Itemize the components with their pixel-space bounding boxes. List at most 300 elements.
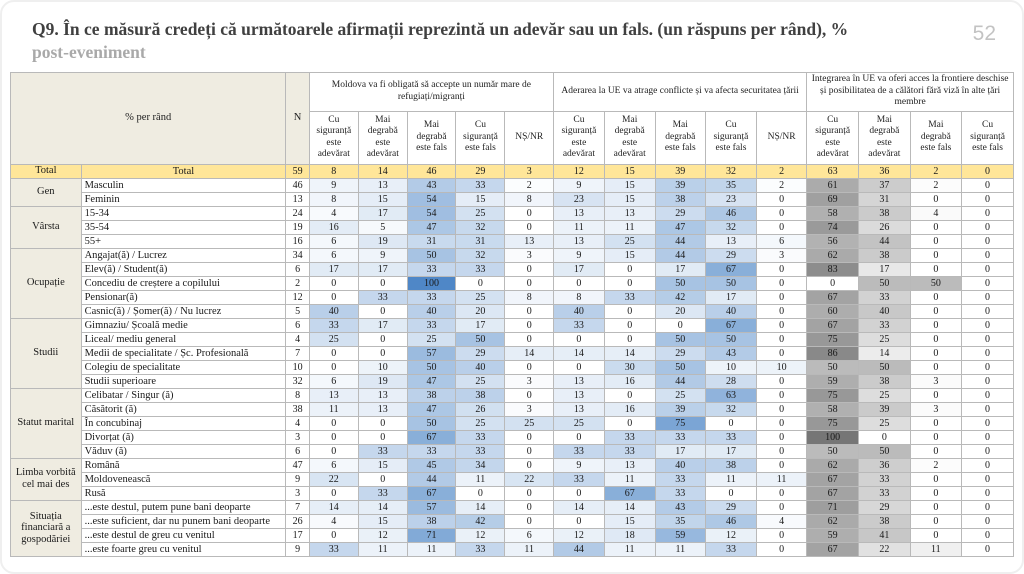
value-cell: 6 <box>756 234 806 248</box>
value-cell: 34 <box>456 458 505 472</box>
value-cell: 0 <box>358 472 407 486</box>
value-cell: 28 <box>706 374 757 388</box>
column-group-header: Aderarea la UE va atrage conflicte și va afecta securitatea țării <box>553 72 806 111</box>
value-cell: 0 <box>910 416 961 430</box>
value-cell: 25 <box>407 332 456 346</box>
value-cell: 47 <box>407 402 456 416</box>
row-label-cell: Rusă <box>81 486 286 500</box>
value-cell: 8 <box>309 164 358 178</box>
value-cell: 15 <box>358 192 407 206</box>
n-cell: 17 <box>286 528 309 542</box>
row-label-cell: Liceal/ mediu general <box>81 332 286 346</box>
value-cell: 0 <box>910 360 961 374</box>
n-cell: 8 <box>286 388 309 402</box>
value-cell: 11 <box>553 220 604 234</box>
value-cell: 0 <box>505 500 553 514</box>
value-cell: 10 <box>358 360 407 374</box>
value-cell: 100 <box>807 430 859 444</box>
value-cell: 0 <box>706 486 757 500</box>
value-cell: 14 <box>456 500 505 514</box>
value-cell: 0 <box>756 290 806 304</box>
value-cell: 0 <box>706 416 757 430</box>
value-cell: 0 <box>309 276 358 290</box>
value-cell: 11 <box>910 542 961 556</box>
value-cell: 29 <box>655 206 705 220</box>
value-cell: 38 <box>655 192 705 206</box>
value-cell: 9 <box>553 178 604 192</box>
value-cell: 2 <box>505 178 553 192</box>
n-cell: 19 <box>286 220 309 234</box>
value-cell: 40 <box>859 304 911 318</box>
value-cell: 44 <box>407 472 456 486</box>
value-cell: 38 <box>859 206 911 220</box>
row-label-cell: Elev(ă) / Student(ă) <box>81 262 286 276</box>
row-label-cell: În concubinaj <box>81 416 286 430</box>
value-cell: 83 <box>807 262 859 276</box>
value-cell: 41 <box>859 528 911 542</box>
value-cell: 44 <box>859 234 911 248</box>
value-cell: 38 <box>407 514 456 528</box>
value-cell: 14 <box>358 164 407 178</box>
row-label-cell: 35-54 <box>81 220 286 234</box>
table-row <box>11 472 1014 486</box>
value-cell: 33 <box>309 542 358 556</box>
value-cell: 0 <box>309 360 358 374</box>
header-group-row <box>11 72 1014 111</box>
value-cell: 12 <box>553 528 604 542</box>
value-cell: 0 <box>910 262 961 276</box>
value-cell: 0 <box>309 430 358 444</box>
value-cell: 13 <box>604 458 655 472</box>
n-cell: 38 <box>286 402 309 416</box>
value-cell: 0 <box>604 332 655 346</box>
value-cell: 33 <box>456 178 505 192</box>
value-cell: 74 <box>807 220 859 234</box>
value-cell: 13 <box>553 206 604 220</box>
value-cell: 0 <box>505 388 553 402</box>
value-cell: 57 <box>407 500 456 514</box>
value-cell: 29 <box>706 248 757 262</box>
value-cell: 0 <box>910 514 961 528</box>
value-cell: 2 <box>910 178 961 192</box>
table-row <box>11 360 1014 374</box>
n-cell: 7 <box>286 500 309 514</box>
value-cell: 35 <box>706 178 757 192</box>
value-cell: 13 <box>358 388 407 402</box>
value-cell: 0 <box>553 332 604 346</box>
value-cell: 15 <box>358 458 407 472</box>
value-cell: 50 <box>910 276 961 290</box>
value-cell: 38 <box>706 458 757 472</box>
column-subheader: NȘ/NR <box>756 111 806 164</box>
value-cell: 25 <box>505 416 553 430</box>
value-cell: 0 <box>604 416 655 430</box>
value-cell: 0 <box>756 486 806 500</box>
value-cell: 29 <box>706 500 757 514</box>
value-cell: 0 <box>756 192 806 206</box>
row-label-cell: ...este destul, putem pune bani deoparte <box>81 500 286 514</box>
row-label-cell: Căsătorit (ă) <box>81 402 286 416</box>
value-cell: 3 <box>756 248 806 262</box>
value-cell: 25 <box>604 234 655 248</box>
group-label-cell: Situația financiară a gospodăriei <box>11 500 82 556</box>
table-row <box>11 290 1014 304</box>
value-cell: 0 <box>962 192 1014 206</box>
value-cell: 0 <box>962 178 1014 192</box>
value-cell: 14 <box>604 346 655 360</box>
value-cell: 40 <box>456 360 505 374</box>
value-cell: 50 <box>655 360 705 374</box>
value-cell: 0 <box>505 430 553 444</box>
value-cell: 0 <box>505 514 553 528</box>
n-cell: 32 <box>286 374 309 388</box>
value-cell: 33 <box>604 290 655 304</box>
n-cell: 3 <box>286 486 309 500</box>
n-cell: 6 <box>286 444 309 458</box>
n-cell: 2 <box>286 276 309 290</box>
column-subheader: Mai degrabă este fals <box>910 111 961 164</box>
value-cell: 0 <box>309 444 358 458</box>
value-cell: 0 <box>962 514 1014 528</box>
value-cell: 0 <box>756 220 806 234</box>
value-cell: 3 <box>505 402 553 416</box>
column-subheader: Mai degrabă este fals <box>407 111 456 164</box>
n-cell: 4 <box>286 416 309 430</box>
value-cell: 0 <box>604 276 655 290</box>
value-cell: 0 <box>910 248 961 262</box>
value-cell: 15 <box>456 192 505 206</box>
value-cell: 75 <box>807 416 859 430</box>
row-label-cell: Casnic(ă) / Șomer(ă) / Nu lucrez <box>81 304 286 318</box>
value-cell: 67 <box>807 318 859 332</box>
row-label-cell: Pensionar(ă) <box>81 290 286 304</box>
value-cell: 43 <box>706 346 757 360</box>
value-cell: 17 <box>456 318 505 332</box>
value-cell: 13 <box>706 234 757 248</box>
value-cell: 4 <box>910 206 961 220</box>
value-cell: 17 <box>859 262 911 276</box>
value-cell: 59 <box>807 528 859 542</box>
group-label-cell: Limba vorbită cel mai des <box>11 458 82 500</box>
value-cell: 11 <box>604 472 655 486</box>
value-cell: 17 <box>358 318 407 332</box>
n-cell: 47 <box>286 458 309 472</box>
value-cell: 0 <box>309 346 358 360</box>
value-cell: 10 <box>706 360 757 374</box>
row-label-cell: ...este suficient, dar nu punem bani deoparte <box>81 514 286 528</box>
value-cell: 50 <box>655 276 705 290</box>
group-label-cell: Studii <box>11 318 82 388</box>
value-cell: 0 <box>505 458 553 472</box>
table-row <box>11 318 1014 332</box>
value-cell: 58 <box>807 402 859 416</box>
value-cell: 0 <box>505 206 553 220</box>
value-cell: 0 <box>756 500 806 514</box>
value-cell: 0 <box>962 416 1014 430</box>
value-cell: 50 <box>456 332 505 346</box>
value-cell: 0 <box>962 444 1014 458</box>
value-cell: 0 <box>910 388 961 402</box>
value-cell: 59 <box>655 528 705 542</box>
value-cell: 23 <box>706 192 757 206</box>
value-cell: 44 <box>655 374 705 388</box>
value-cell: 42 <box>655 290 705 304</box>
value-cell: 11 <box>309 402 358 416</box>
value-cell: 50 <box>407 360 456 374</box>
value-cell: 0 <box>604 388 655 402</box>
value-cell: 0 <box>962 304 1014 318</box>
value-cell: 13 <box>553 374 604 388</box>
value-cell: 5 <box>358 220 407 234</box>
row-label-cell: Română <box>81 458 286 472</box>
value-cell: 0 <box>358 276 407 290</box>
value-cell: 33 <box>604 430 655 444</box>
column-subheader: Mai degrabă este adevărat <box>604 111 655 164</box>
group-label-cell: Total <box>11 164 82 178</box>
value-cell: 43 <box>655 500 705 514</box>
group-label-cell: Ocupație <box>11 248 82 318</box>
value-cell: 33 <box>456 542 505 556</box>
value-cell: 40 <box>706 304 757 318</box>
n-cell: 26 <box>286 514 309 528</box>
column-subheader: Cu siguranță este fals <box>962 111 1014 164</box>
value-cell: 0 <box>910 500 961 514</box>
value-cell: 30 <box>604 360 655 374</box>
group-label-cell: Gen <box>11 178 82 206</box>
value-cell: 0 <box>358 416 407 430</box>
value-cell: 2 <box>910 458 961 472</box>
value-cell: 0 <box>807 276 859 290</box>
value-cell: 8 <box>553 290 604 304</box>
row-label-cell: 55+ <box>81 234 286 248</box>
value-cell: 11 <box>604 220 655 234</box>
value-cell: 38 <box>407 388 456 402</box>
value-cell: 0 <box>910 192 961 206</box>
value-cell: 17 <box>706 444 757 458</box>
value-cell: 0 <box>962 472 1014 486</box>
value-cell: 33 <box>358 486 407 500</box>
value-cell: 33 <box>407 444 456 458</box>
value-cell: 0 <box>553 360 604 374</box>
value-cell: 3 <box>505 374 553 388</box>
value-cell: 0 <box>505 220 553 234</box>
value-cell: 0 <box>962 374 1014 388</box>
value-cell: 17 <box>655 262 705 276</box>
column-group-header: Moldova va fi obligată să accepte un număr mare de refugiați/migranți <box>309 72 553 111</box>
value-cell: 61 <box>807 178 859 192</box>
value-cell: 0 <box>962 346 1014 360</box>
value-cell: 50 <box>859 360 911 374</box>
n-cell: 6 <box>286 262 309 276</box>
row-label-cell: Văduv (ă) <box>81 444 286 458</box>
value-cell: 0 <box>553 430 604 444</box>
value-cell: 32 <box>706 402 757 416</box>
value-cell: 22 <box>309 472 358 486</box>
table-row <box>11 542 1014 556</box>
value-cell: 33 <box>859 290 911 304</box>
value-cell: 0 <box>962 164 1014 178</box>
value-cell: 0 <box>962 500 1014 514</box>
value-cell: 0 <box>756 276 806 290</box>
value-cell: 69 <box>807 192 859 206</box>
value-cell: 0 <box>910 486 961 500</box>
value-cell: 86 <box>807 346 859 360</box>
value-cell: 0 <box>962 318 1014 332</box>
n-cell: 9 <box>286 472 309 486</box>
value-cell: 0 <box>962 402 1014 416</box>
value-cell: 46 <box>706 206 757 220</box>
table-row <box>11 206 1014 220</box>
row-label-cell: Celibatar / Singur (ă) <box>81 388 286 402</box>
value-cell: 67 <box>407 486 456 500</box>
value-cell: 20 <box>456 304 505 318</box>
value-cell: 0 <box>505 486 553 500</box>
column-subheader: NȘ/NR <box>505 111 553 164</box>
value-cell: 38 <box>859 514 911 528</box>
value-cell: 11 <box>604 542 655 556</box>
value-cell: 0 <box>505 360 553 374</box>
value-cell: 0 <box>756 528 806 542</box>
value-cell: 9 <box>309 178 358 192</box>
value-cell: 22 <box>859 542 911 556</box>
value-cell: 13 <box>553 234 604 248</box>
value-cell: 46 <box>407 164 456 178</box>
value-cell: 32 <box>706 220 757 234</box>
value-cell: 50 <box>859 276 911 290</box>
value-cell: 58 <box>807 206 859 220</box>
value-cell: 29 <box>655 346 705 360</box>
value-cell: 33 <box>358 290 407 304</box>
value-cell: 33 <box>553 444 604 458</box>
table-row <box>11 248 1014 262</box>
table-row <box>11 514 1014 528</box>
value-cell: 6 <box>505 528 553 542</box>
value-cell: 33 <box>859 472 911 486</box>
value-cell: 3 <box>505 164 553 178</box>
value-cell: 2 <box>910 164 961 178</box>
value-cell: 0 <box>962 290 1014 304</box>
value-cell: 11 <box>456 472 505 486</box>
value-cell: 0 <box>962 276 1014 290</box>
row-label-cell: Angajat(ă) / Lucrez <box>81 248 286 262</box>
value-cell: 50 <box>807 360 859 374</box>
n-cell: 4 <box>286 332 309 346</box>
value-cell: 63 <box>807 164 859 178</box>
value-cell: 11 <box>655 542 705 556</box>
value-cell: 47 <box>655 220 705 234</box>
value-cell: 0 <box>962 388 1014 402</box>
n-cell: 6 <box>286 318 309 332</box>
value-cell: 14 <box>859 346 911 360</box>
value-cell: 11 <box>407 542 456 556</box>
value-cell: 0 <box>756 444 806 458</box>
n-cell: 12 <box>286 290 309 304</box>
value-cell: 60 <box>807 304 859 318</box>
value-cell: 62 <box>807 514 859 528</box>
row-label-cell: Concediu de creștere a copilului <box>81 276 286 290</box>
value-cell: 67 <box>807 486 859 500</box>
column-subheader: Cu siguranță este adevărat <box>807 111 859 164</box>
value-cell: 0 <box>910 346 961 360</box>
value-cell: 39 <box>859 402 911 416</box>
table-row <box>11 332 1014 346</box>
value-cell: 14 <box>553 500 604 514</box>
value-cell: 0 <box>962 360 1014 374</box>
value-cell: 13 <box>553 402 604 416</box>
value-cell: 33 <box>553 318 604 332</box>
value-cell: 6 <box>309 248 358 262</box>
value-cell: 8 <box>505 290 553 304</box>
value-cell: 33 <box>456 262 505 276</box>
value-cell: 8 <box>505 192 553 206</box>
n-header-cell: N <box>286 72 309 164</box>
value-cell: 17 <box>309 262 358 276</box>
value-cell: 33 <box>407 290 456 304</box>
value-cell: 0 <box>505 262 553 276</box>
value-cell: 4 <box>756 514 806 528</box>
value-cell: 25 <box>309 332 358 346</box>
value-cell: 40 <box>309 304 358 318</box>
value-cell: 16 <box>604 402 655 416</box>
value-cell: 25 <box>859 332 911 346</box>
value-cell: 0 <box>962 332 1014 346</box>
value-cell: 0 <box>756 374 806 388</box>
value-cell: 67 <box>407 430 456 444</box>
table-row <box>11 220 1014 234</box>
row-label-cell: Medii de specialitate / Șc. Profesională <box>81 346 286 360</box>
value-cell: 0 <box>756 346 806 360</box>
value-cell: 0 <box>756 430 806 444</box>
value-cell: 0 <box>358 304 407 318</box>
n-cell: 46 <box>286 178 309 192</box>
row-label-cell: Divorțat (ă) <box>81 430 286 444</box>
value-cell: 36 <box>859 164 911 178</box>
results-table <box>10 72 1014 557</box>
value-cell: 35 <box>655 514 705 528</box>
value-cell: 31 <box>859 192 911 206</box>
value-cell: 45 <box>407 458 456 472</box>
value-cell: 0 <box>962 430 1014 444</box>
value-cell: 19 <box>358 374 407 388</box>
value-cell: 62 <box>807 458 859 472</box>
value-cell: 13 <box>358 402 407 416</box>
value-cell: 0 <box>962 486 1014 500</box>
value-cell: 0 <box>604 304 655 318</box>
value-cell: 14 <box>309 500 358 514</box>
value-cell: 33 <box>309 318 358 332</box>
value-cell: 3 <box>505 248 553 262</box>
value-cell: 9 <box>553 458 604 472</box>
value-cell: 15 <box>604 192 655 206</box>
value-cell: 39 <box>655 178 705 192</box>
value-cell: 17 <box>358 262 407 276</box>
value-cell: 33 <box>358 444 407 458</box>
column-subheader: Cu siguranță este adevărat <box>309 111 358 164</box>
value-cell: 50 <box>859 444 911 458</box>
value-cell: 0 <box>456 486 505 500</box>
value-cell: 67 <box>706 262 757 276</box>
value-cell: 67 <box>604 486 655 500</box>
value-cell: 22 <box>505 472 553 486</box>
value-cell: 33 <box>655 486 705 500</box>
value-cell: 38 <box>456 388 505 402</box>
value-cell: 67 <box>807 472 859 486</box>
value-cell: 40 <box>407 304 456 318</box>
value-cell: 33 <box>859 486 911 500</box>
value-cell: 100 <box>407 276 456 290</box>
value-cell: 0 <box>756 304 806 318</box>
value-cell: 11 <box>756 472 806 486</box>
